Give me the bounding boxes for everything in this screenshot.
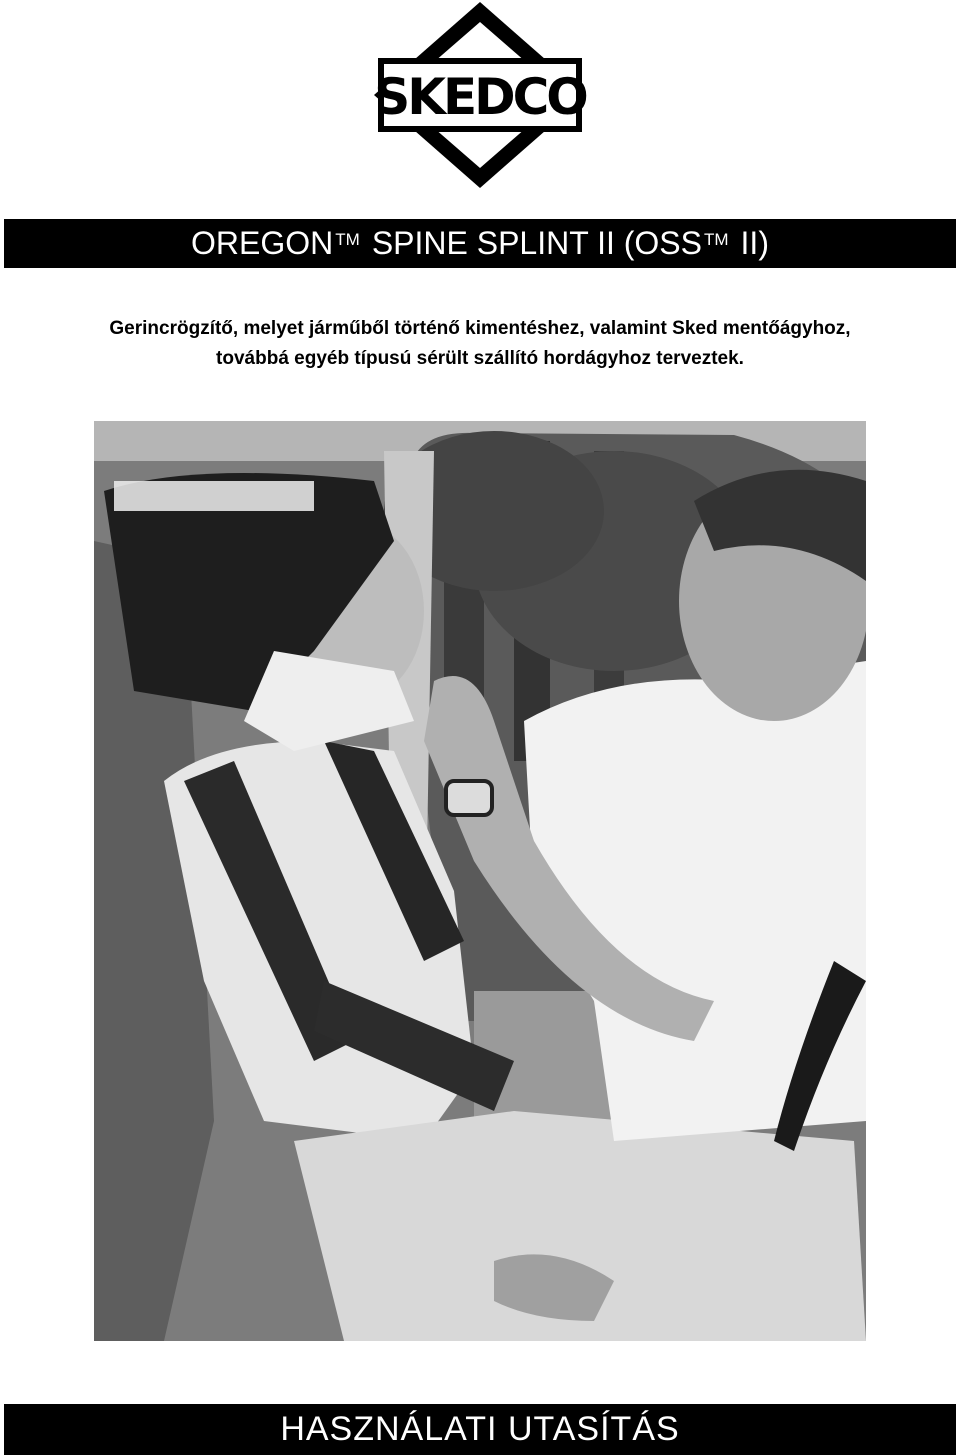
title-part1: OREGON: [191, 225, 334, 261]
rescuer-applying-spine-splint-photo-icon: [94, 421, 866, 1341]
subtitle-line2: továbbá egyéb típusú sérült szállító hordágyhoz terveztek.: [216, 348, 744, 369]
title-part3: II): [740, 225, 769, 261]
subtitle: [20, 314, 940, 374]
footer-text: HASZNÁLATI UTASÍTÁS: [280, 1410, 680, 1448]
logo-text: SKEDCO: [374, 68, 586, 126]
title-bar: [4, 219, 956, 268]
skedco-logo: [368, 0, 592, 190]
skedco-diamond-logo-icon: [368, 0, 592, 190]
subtitle-line1: Gerincrögzítő, melyet járműből történő kimentéshez, valamint Sked mentőágyhoz,: [109, 318, 851, 339]
title-tm1: TM: [335, 229, 360, 249]
title-part2: SPINE SPLINT II (OSS: [371, 225, 702, 261]
product-photo: [94, 421, 866, 1341]
footer-bar: [4, 1404, 956, 1455]
title-tm2: TM: [703, 229, 729, 249]
